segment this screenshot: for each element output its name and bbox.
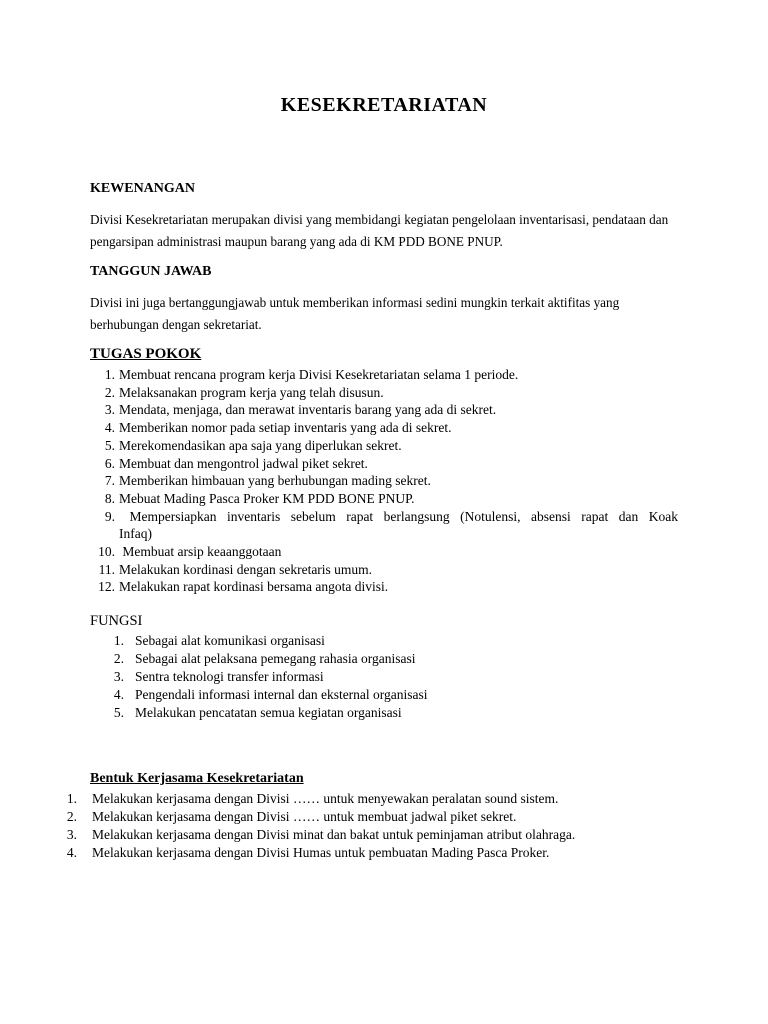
fungsi-list [90,632,690,722]
list-item-number: 2. [66,809,77,824]
list-item-number: 1. [104,367,115,382]
list-item-text: Mendata, menjaga, dan merawat inventaris barang yang ada di sekret. [119,402,497,418]
list-item [90,490,678,508]
list-item [90,472,678,490]
list-item-number: 4. [104,420,115,436]
list-item-text-continued: Infaq) [119,526,152,542]
list-item [90,543,678,561]
list-item [90,632,690,650]
list-item [60,844,710,862]
list-item-text: Sentra teknologi transfer informasi [135,669,324,684]
list-item [60,808,710,826]
kewenangan-paragraph: Divisi Kesekretariatan merupakan divisi yang membidangi kegiatan pengelolaan inventarisasi, pendataan dan pengarsipan administrasi maupun barang yang ada di KM PDD BONE PNUP. [90,212,669,249]
list-item-number: 12. [98,579,115,595]
list-item [60,826,710,844]
list-item [90,578,678,596]
list-item-text: Melakukan kerjasama dengan Divisi …… untuk menyewakan peralatan sound sistem. [92,791,559,806]
list-item-number: 5. [113,705,124,720]
list-item [90,419,678,437]
list-item-text: Membuat dan mengontrol jadwal piket sekret. [119,455,368,471]
list-item [60,790,710,808]
list-item-text: Sebagai alat komunikasi organisasi [135,633,325,648]
list-item [90,561,678,579]
list-item-number: 7. [104,473,115,489]
list-item-text: Pengendali informasi internal dan eksternal organisasi [135,687,428,702]
list-item-number: 3. [104,402,115,418]
list-item-number: 1. [66,791,77,806]
list-item-number: 3. [113,669,124,684]
fungsi-heading: FUNGSI [90,613,143,629]
list-item-text: Mempersiapkan inventaris sebelum rapat berlangsung (Notulensi, absensi rapat dan Koak [119,508,678,524]
list-item-number: 4. [113,687,124,702]
list-item [90,366,678,384]
list-item-number: 9. [104,508,115,524]
list-item [90,668,690,686]
list-item-number: 10. [98,544,115,560]
list-item-text: Melakukan pencatatan semua kegiatan organisasi [135,705,402,720]
list-item-text: Memberikan himbauan yang berhubungan mading sekret. [119,473,431,489]
list-item-number: 5. [104,437,115,453]
list-item-number: 3. [66,827,77,842]
list-item-number: 2. [104,384,115,400]
list-item-number: 8. [104,490,115,506]
list-item-text: Membuat rencana program kerja Divisi Kesekretariatan selama 1 periode. [119,367,519,382]
list-item [90,437,678,455]
list-item [90,650,690,668]
list-item-number: 4. [66,845,77,860]
tanggung-jawab-heading: TANGGUN JAWAB [90,264,212,279]
list-item-text: Melaksanakan program kerja yang telah disusun. [119,384,384,400]
tanggung-jawab-paragraph: Divisi ini juga bertanggungjawab untuk memberikan informasi sedini mungkin terkait aktifitas yang berhubungan dengan sekretariat. [90,295,620,332]
list-item-number: 1. [113,633,124,648]
list-item [90,508,678,543]
list-item-text: Membuat arsip keaanggotaan [119,544,282,560]
list-item-text: Melakukan kordinasi dengan sekretaris umum. [119,561,373,577]
list-item-text: Mebuat Mading Pasca Proker KM PDD BONE PNUP. [119,490,415,506]
bentuk-kerjasama-list [60,790,710,862]
list-item-text: Melakukan rapat kordinasi bersama angota divisi. [119,579,389,595]
list-item-text: Sebagai alat pelaksana pemegang rahasia organisasi [135,651,416,666]
list-item [90,704,690,722]
page-title: KESEKRETARIATAN [280,94,488,116]
list-item [90,686,690,704]
list-item-text: Melakukan kerjasama dengan Divisi …… untuk membuat jadwal piket sekret. [92,809,517,824]
list-item-number: 11. [98,561,115,577]
list-item [90,455,678,473]
list-item-text: Merekomendasikan apa saja yang diperlukan sekret. [119,437,402,453]
list-item-text: Memberikan nomor pada setiap inventaris yang ada di sekret. [119,420,452,436]
list-item [90,401,678,419]
tugas-pokok-heading: TUGAS POKOK [90,346,202,362]
list-item-text: Melakukan kerjasama dengan Divisi minat dan bakat untuk peminjaman atribut olahraga. [92,827,576,842]
kewenangan-heading: KEWENANGAN [90,181,196,196]
tugas-pokok-list [90,366,678,596]
list-item-number: 2. [113,651,124,666]
list-item-text: Melakukan kerjasama dengan Divisi Humas untuk pembuatan Mading Pasca Proker. [92,845,550,860]
bentuk-kerjasama-heading: Bentuk Kerjasama Kesekretariatan [90,771,304,786]
list-item [90,384,678,402]
list-item-number: 6. [104,455,115,471]
